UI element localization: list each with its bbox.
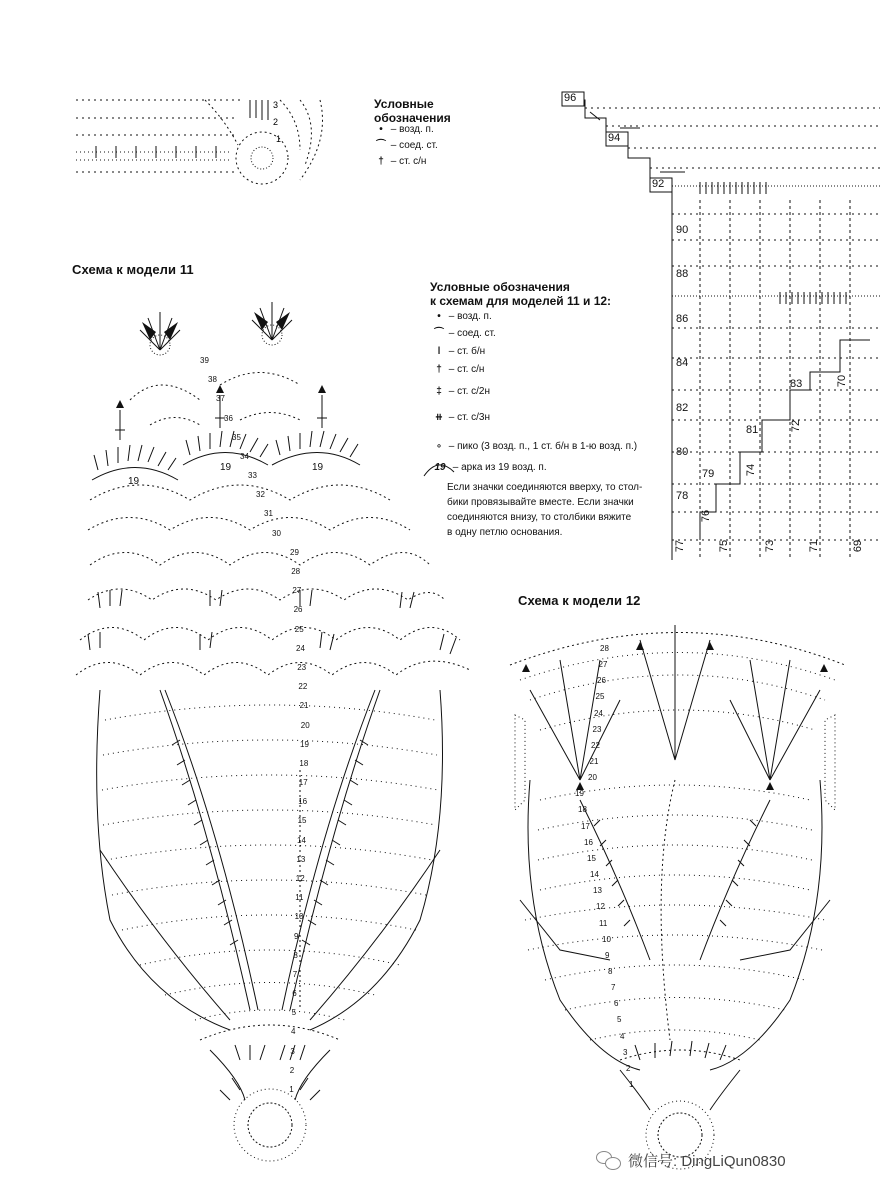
model12-row-number: 2: [626, 1063, 631, 1073]
top-legend-item-chain: • – возд. п.: [374, 124, 434, 136]
model11-row-number: 35: [232, 432, 241, 442]
model11-row-number: 21: [299, 701, 309, 711]
svg-text:3: 3: [273, 100, 279, 110]
model11-row-number: 2: [289, 1065, 295, 1075]
model11-heading: Схема к модели 11: [72, 262, 194, 277]
legend-item-sc: ǀ – ст. б/н: [432, 346, 485, 358]
model11-row-number: 13: [296, 854, 306, 864]
inner-label-74: 74: [745, 463, 758, 477]
chain-stitch-icon: •: [437, 311, 441, 322]
model12-row-number: 21: [589, 757, 599, 767]
bottom-label-75: 75: [718, 539, 731, 553]
model11-arch-label-3: 19: [312, 462, 324, 473]
model12-row-number: 15: [587, 853, 596, 863]
model12-row-number: 1: [629, 1080, 634, 1089]
inner-label-70: 70: [836, 374, 849, 388]
arch-icon: 19: [434, 462, 446, 473]
model11-row-number: 20: [300, 720, 310, 730]
model12-row-number: 5: [617, 1015, 622, 1025]
watermark-text: 微信号: DingLiQun0830: [628, 1153, 786, 1170]
row-label-84: 84: [676, 357, 689, 369]
row-label-82: 82: [676, 402, 689, 414]
bottom-label-73: 73: [764, 539, 777, 553]
inner-label-72: 72: [790, 419, 803, 433]
picot-icon: ∘: [435, 441, 443, 452]
double-crochet-icon: †: [436, 364, 442, 375]
model11-row-number: 15: [297, 816, 307, 826]
model11-row-number: 27: [292, 586, 302, 596]
inner-label-83: 83: [790, 378, 803, 390]
bottom-label-69: 69: [852, 539, 865, 553]
model11-row-number: 30: [272, 528, 281, 538]
model11-row-number: 6: [292, 989, 297, 999]
legend-item-chain: • – возд. п.: [432, 311, 492, 323]
model11-row-number: 19: [300, 739, 309, 749]
model12-row-number: 23: [592, 724, 602, 734]
note-line-4: в одну петлю основания.: [447, 527, 563, 538]
double-crochet-icon: †: [378, 156, 384, 167]
model12-row-number: 14: [590, 870, 599, 880]
model11-row-number: 10: [294, 912, 304, 922]
svg-text:2: 2: [273, 117, 279, 127]
model11-row-number: 31: [264, 509, 273, 519]
model11-row-number: 5: [291, 1008, 297, 1018]
model11-row-number: 17: [298, 778, 308, 788]
model12-row-number: 7: [611, 983, 616, 993]
model12-row-number: 6: [614, 999, 619, 1009]
model11-row-number: 34: [240, 451, 249, 461]
model11-row-number: 36: [224, 413, 233, 423]
row-label-96: 96: [564, 92, 577, 104]
model11-row-number: 33: [248, 471, 257, 481]
slip-stitch-icon: ⌒: [434, 328, 444, 339]
top-legend-item-dc: † – ст. с/н: [374, 156, 426, 168]
svg-text:1: 1: [276, 134, 282, 144]
inner-label-76: 76: [700, 509, 713, 523]
legend-item-picot: ∘ – пико (3 возд. п., 1 ст. б/н в 1-ю возд. п.): [432, 441, 637, 453]
model11-row-number: 32: [256, 490, 265, 500]
model11-row-number: 4: [291, 1027, 296, 1037]
main-legend-title-line1: Условные обозначения: [430, 280, 570, 294]
model11-row-number: 9: [294, 931, 299, 941]
legend-item-dc: † – ст. с/н: [432, 364, 484, 376]
wechat-icon: [596, 1151, 622, 1171]
model11-row-number: 16: [298, 797, 308, 807]
row-label-94: 94: [608, 132, 621, 144]
main-legend-title-line2: к схемам для моделей 11 и 12:: [430, 294, 612, 308]
legend-item-slip: ⌒ – соед. ст.: [434, 328, 496, 339]
legend-item-tr: ‡ – ст. с/2н: [432, 386, 490, 398]
legend-item-arch: 19 – арка из 19 возд. п.: [430, 462, 547, 474]
model12-row-number: 22: [591, 740, 600, 750]
model12-row-number: 10: [602, 934, 611, 944]
top-legend-title-text: Условные обозначения: [374, 97, 451, 125]
row-label-86: 86: [676, 313, 689, 325]
model12-row-number: 8: [608, 966, 613, 976]
model11-row-number: 18: [299, 758, 309, 768]
model11-row-number: 3: [290, 1046, 295, 1056]
model11-row-number: 11: [295, 893, 304, 903]
row-label-90: 90: [676, 224, 689, 236]
model12-row-number: 16: [584, 837, 593, 847]
row-label-92: 92: [652, 178, 665, 190]
model11-arch-label-2: 19: [220, 462, 232, 473]
treble-crochet-icon: ‡: [436, 386, 442, 397]
legend-item-dtr: ⧺ – ст. с/3н: [432, 412, 490, 424]
row-label-88: 88: [676, 268, 689, 280]
inner-label-81: 81: [746, 424, 759, 436]
model12-row-number: 11: [599, 918, 608, 928]
model12-row-number: 13: [593, 886, 602, 896]
model11-arch-label-1: 19: [128, 476, 140, 487]
model12-row-number: 26: [597, 676, 606, 686]
model11-row-number: 28: [291, 567, 301, 577]
model12-row-number: 17: [581, 821, 590, 831]
note-line-1: Если значки соединяются вверху, то стол-: [447, 482, 643, 493]
model11-row-number: 7: [292, 969, 298, 979]
note-line-3: соединяются внизу, то столбики вяжите: [447, 512, 632, 523]
model12-row-number: 3: [623, 1047, 628, 1057]
top-legend-item-slip: ⌒ – соед. ст.: [376, 140, 438, 151]
note-line-2: бики провязывайте вместе. Если значки: [447, 497, 634, 508]
double-treble-icon: ⧺: [434, 412, 444, 423]
bottom-label-77: 77: [674, 539, 687, 553]
model12-heading: Схема к модели 12: [518, 593, 641, 608]
model11-row-number: 24: [296, 643, 305, 653]
model12-row-number: 18: [578, 805, 587, 815]
chain-stitch-icon: •: [379, 124, 383, 135]
row-label-78: 78: [676, 490, 689, 502]
inner-label-79: 79: [702, 468, 715, 480]
model11-row-number: 22: [298, 682, 308, 692]
model12-row-number: 20: [588, 773, 597, 783]
model12-row-number: 12: [596, 902, 605, 912]
model12-row-number: 28: [600, 644, 609, 653]
model12-row-number: 25: [595, 692, 605, 702]
model11-row-number: 38: [208, 375, 217, 385]
model12-row-number: 27: [598, 660, 608, 670]
bottom-label-71: 71: [808, 539, 821, 553]
model11-row-number: 37: [216, 394, 225, 404]
model12-row-number: 9: [605, 950, 610, 960]
model12-row-number: 4: [620, 1031, 625, 1041]
model11-row-number: 14: [297, 835, 306, 845]
model12-row-number: 19: [575, 789, 584, 799]
model12-row-number: 24: [594, 708, 603, 718]
model11-row-number: 25: [294, 624, 304, 634]
model11-row-number: 12: [295, 873, 305, 883]
row-label-80: 80: [676, 446, 689, 458]
model11-row-number: 26: [293, 605, 303, 615]
single-crochet-icon: ǀ: [437, 346, 441, 357]
model11-row-number: 8: [293, 950, 298, 960]
model11-row-number: 23: [297, 662, 307, 672]
slip-stitch-icon: ⌒: [376, 140, 386, 151]
model11-row-number: 29: [290, 547, 299, 557]
model11-row-number: 39: [200, 356, 209, 365]
watermark: [596, 1150, 786, 1171]
model11-row-number: 1: [289, 1085, 294, 1094]
